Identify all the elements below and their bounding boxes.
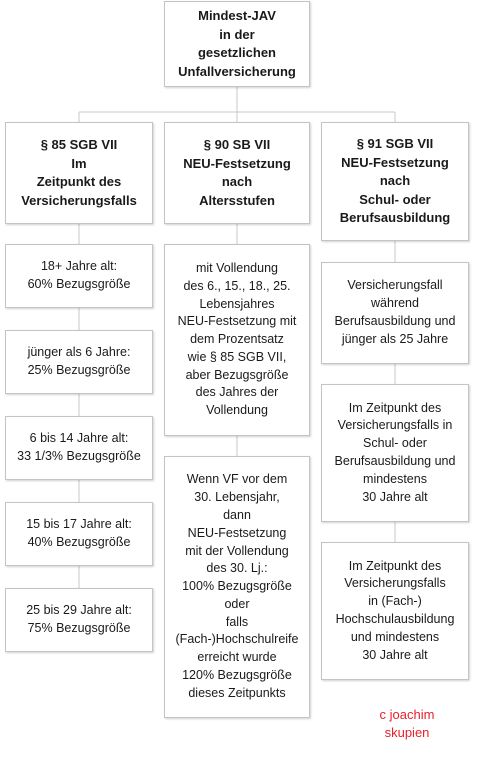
column-90-header-label: § 90 SB VII NEU-Festsetzung nach Altersstufen	[183, 137, 291, 208]
item-label: 25 bis 29 Jahre alt: 75% Bezugsgröße	[26, 603, 132, 635]
column-85-header	[5, 122, 153, 224]
item-label: 15 bis 17 Jahre alt: 40% Bezugsgröße	[26, 517, 132, 549]
column-91-item-3	[321, 542, 469, 680]
column-85-item-5	[5, 588, 153, 652]
item-label: Im Zeitpunkt des Versicherungsfalls in (Fach-) Hochschulausbildung und mindestens 30 Jahre alt	[335, 558, 455, 662]
column-85-header-label: § 85 SGB VII Im Zeitpunkt des Versicherungsfalls	[21, 137, 137, 208]
item-label: jünger als 6 Jahre: 25% Bezugsgröße	[27, 345, 131, 377]
column-90-item-1	[164, 244, 310, 436]
item-label: 6 bis 14 Jahre alt: 33 1/3% Bezugsgröße	[17, 431, 141, 463]
column-85-item-1	[5, 244, 153, 308]
column-85-item-3	[5, 416, 153, 480]
item-label: 18+ Jahre alt: 60% Bezugsgröße	[27, 259, 131, 291]
item-label: Wenn VF vor dem 30. Lebensjahr, dann NEU-Festsetzung mit der Vollendung des 30. Lj.: 100% Bezugsgröße oder falls (Fach-)Hochschulreife erreicht wurde 120% Bezugsgröße dieses Zeitpunkts	[175, 472, 299, 700]
column-91-item-1	[321, 262, 469, 364]
column-90-item-2	[164, 456, 310, 718]
column-91-item-2	[321, 384, 469, 522]
root-label: Mindest-JAV in der gesetzlichen Unfallversicherung	[178, 8, 296, 79]
item-label: Versicherungsfall während Berufsausbildung und jünger als 25 Jahre	[334, 278, 456, 346]
column-85-item-4	[5, 502, 153, 566]
root-node	[164, 1, 310, 87]
column-85-item-2	[5, 330, 153, 394]
copyright-note: c joachim skupien	[379, 707, 435, 740]
column-91-header	[321, 122, 469, 241]
column-90-header	[164, 122, 310, 224]
column-91-header-label: § 91 SGB VII NEU-Festsetzung nach Schul- oder Berufsausbildung	[339, 136, 451, 226]
item-label: Im Zeitpunkt des Versicherungsfalls in Schul- oder Berufsausbildung und mindestens 30 Jahre alt	[334, 400, 456, 504]
item-label: mit Vollendung des 6., 15., 18., 25. Lebensjahres NEU-Festsetzung mit dem Prozentsatz wie § 85 SGB VII, aber Bezugsgröße des Jahres der Vollendung	[177, 260, 297, 418]
